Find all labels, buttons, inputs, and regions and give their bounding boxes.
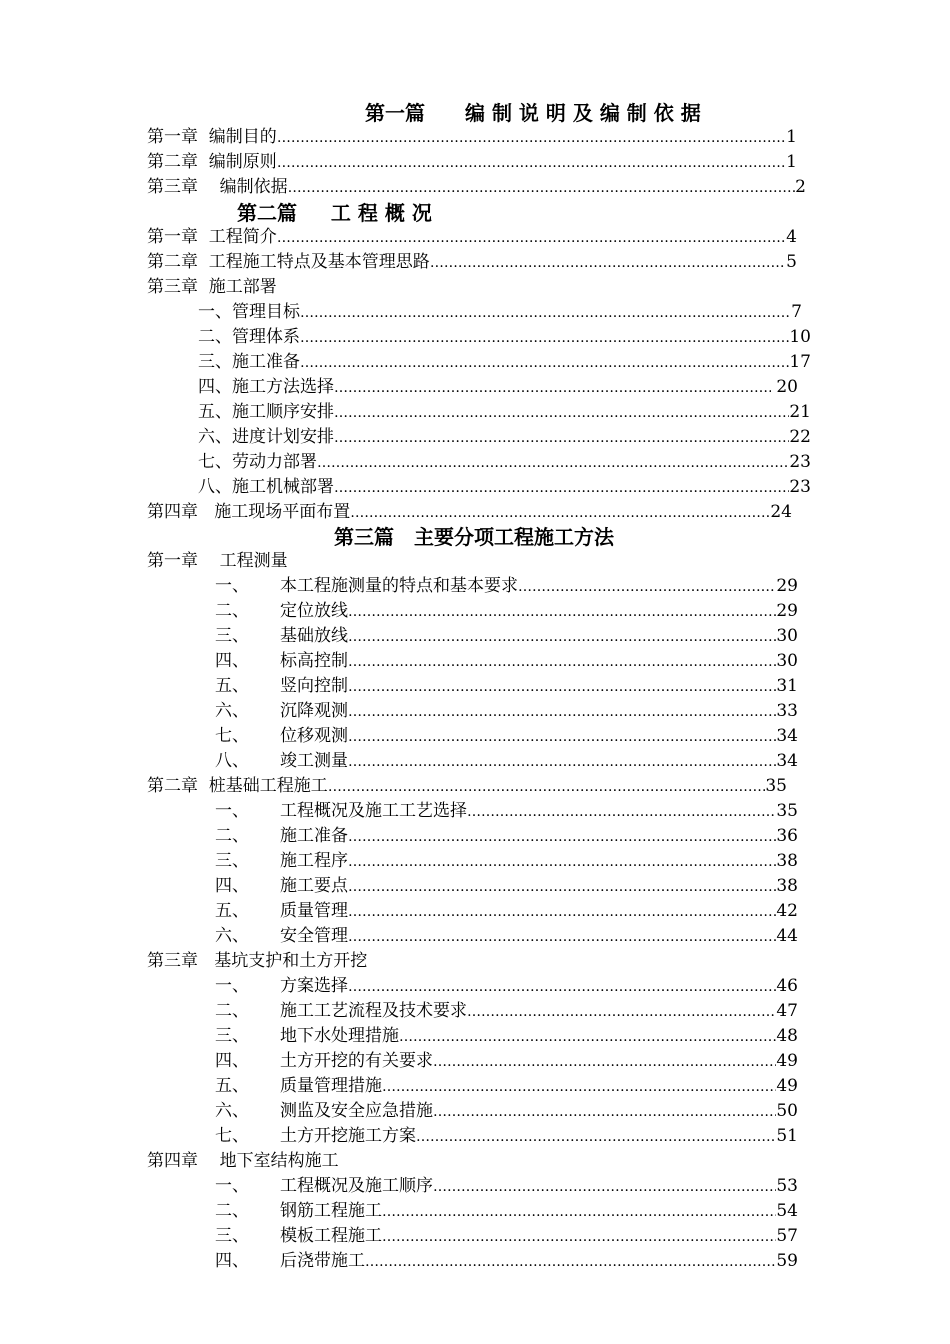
toc-label: 土方开挖施工方案 — [280, 1126, 416, 1146]
toc-number: 二、 — [215, 1001, 249, 1021]
dot-leader — [277, 126, 786, 151]
dot-leader — [430, 251, 786, 276]
toc-number: 一、 — [215, 1176, 249, 1196]
toc-entry[interactable] — [215, 624, 798, 649]
toc-label: 四、施工方法选择 — [198, 377, 334, 397]
toc-label: 质量管理措施 — [280, 1076, 382, 1096]
dot-leader — [348, 625, 776, 650]
toc-label: 第一章 编制目的 — [147, 127, 277, 147]
toc-page-number: 20 — [770, 377, 798, 397]
toc-page-number: 30 — [776, 626, 798, 646]
toc-label: 一、管理目标 — [198, 302, 300, 322]
toc-entry[interactable] — [198, 375, 798, 400]
toc-label: 测监及安全应急措施 — [280, 1101, 433, 1121]
toc-page-number: 48 — [776, 1026, 798, 1046]
toc-entry[interactable] — [215, 1249, 798, 1274]
dot-leader — [382, 1225, 776, 1250]
toc-page-number: 29 — [776, 576, 798, 596]
dot-leader — [348, 975, 776, 1000]
toc-label: 工程概况及施工工艺选择 — [280, 801, 467, 821]
toc-chapter-heading[interactable]: 第三章 施工部署 — [147, 277, 277, 297]
toc-entry[interactable] — [215, 674, 798, 699]
toc-entry[interactable] — [215, 1099, 798, 1124]
toc-page-number: 23 — [789, 477, 811, 497]
toc-label: 第二章 编制原则 — [147, 152, 277, 172]
toc-page-number: 49 — [776, 1076, 798, 1096]
dot-leader — [348, 825, 776, 850]
toc-number: 一、 — [215, 576, 249, 596]
toc-label: 方案选择 — [280, 976, 348, 996]
dot-leader — [334, 401, 789, 426]
toc-entry[interactable] — [215, 1199, 798, 1224]
toc-page-number: 1 — [786, 152, 797, 172]
toc-entry[interactable] — [198, 450, 811, 475]
dot-leader — [348, 875, 776, 900]
toc-label: 本工程施测量的特点和基本要求 — [280, 576, 518, 596]
toc-entry[interactable] — [215, 1074, 798, 1099]
toc-page-number: 50 — [776, 1101, 798, 1121]
toc-entry[interactable] — [198, 350, 811, 375]
toc-number: 七、 — [215, 726, 249, 746]
dot-leader — [348, 650, 776, 675]
dot-leader — [348, 700, 776, 725]
toc-label: 施工准备 — [280, 826, 348, 846]
dot-leader — [433, 1175, 776, 1200]
dot-leader — [334, 476, 789, 501]
toc-entry[interactable] — [215, 724, 798, 749]
toc-page-number: 49 — [776, 1051, 798, 1071]
toc-number: 三、 — [215, 1026, 249, 1046]
toc-label: 五、施工顺序安排 — [198, 402, 334, 422]
toc-label: 钢筋工程施工 — [280, 1201, 382, 1221]
dot-leader — [348, 675, 776, 700]
toc-entry[interactable] — [215, 899, 798, 924]
toc-number: 二、 — [215, 826, 249, 846]
toc-page-number: 47 — [776, 1001, 798, 1021]
dot-leader — [433, 1050, 776, 1075]
toc-entry[interactable] — [215, 1024, 798, 1049]
toc-page-number: 44 — [776, 926, 798, 946]
part2-title: 第二篇 工 程 概 况 — [237, 201, 432, 225]
toc-label: 六、进度计划安排 — [198, 427, 334, 447]
toc-label: 工程概况及施工顺序 — [280, 1176, 433, 1196]
toc-entry[interactable] — [147, 250, 797, 275]
toc-page-number: 4 — [786, 227, 797, 247]
toc-page-number: 30 — [776, 651, 798, 671]
toc-page-number: 59 — [776, 1251, 798, 1271]
toc-label: 第二章 工程施工特点及基本管理思路 — [147, 252, 430, 272]
toc-label: 后浇带施工 — [280, 1251, 365, 1271]
toc-number: 三、 — [215, 851, 249, 871]
toc-number: 五、 — [215, 676, 249, 696]
toc-page-number: 34 — [776, 726, 798, 746]
toc-page-number: 22 — [789, 427, 811, 447]
toc-entry[interactable] — [215, 599, 798, 624]
toc-page-number: 2 — [795, 177, 806, 197]
toc-page-number: 42 — [776, 901, 798, 921]
toc-chapter-heading[interactable]: 第三章 基坑支护和土方开挖 — [147, 951, 368, 971]
toc-chapter-heading[interactable]: 第一章 工程测量 — [147, 551, 288, 571]
dot-leader — [300, 351, 789, 376]
toc-entry[interactable] — [215, 749, 798, 774]
dot-leader — [300, 326, 789, 351]
toc-entry[interactable] — [215, 699, 798, 724]
toc-label: 沉降观测 — [280, 701, 348, 721]
toc-page-number: 36 — [776, 826, 798, 846]
toc-number: 三、 — [215, 626, 249, 646]
toc-label: 第三章 编制依据 — [147, 177, 288, 197]
toc-number: 四、 — [215, 1051, 249, 1071]
toc-page-number: 34 — [776, 751, 798, 771]
toc-label: 施工程序 — [280, 851, 348, 871]
dot-leader — [348, 750, 776, 775]
toc-label: 三、施工准备 — [198, 352, 300, 372]
toc-page-number: 10 — [789, 327, 811, 347]
toc-number: 八、 — [215, 751, 249, 771]
toc-label: 位移观测 — [280, 726, 348, 746]
toc-number: 一、 — [215, 801, 249, 821]
toc-page-number: 38 — [776, 851, 798, 871]
toc-page-number: 51 — [776, 1126, 798, 1146]
toc-label: 七、劳动力部署 — [198, 452, 317, 472]
toc-entry[interactable] — [215, 1224, 798, 1249]
dot-leader — [317, 451, 789, 476]
toc-page-number: 46 — [776, 976, 798, 996]
dot-leader — [399, 1025, 776, 1050]
toc-entry[interactable] — [147, 175, 806, 200]
toc-label: 第一章 工程简介 — [147, 227, 277, 247]
toc-label: 模板工程施工 — [280, 1226, 382, 1246]
toc-entry[interactable] — [198, 475, 811, 500]
toc-number: 六、 — [215, 926, 249, 946]
toc-number: 三、 — [215, 1226, 249, 1246]
dot-leader — [348, 725, 776, 750]
toc-page-number: 53 — [776, 1176, 798, 1196]
part3-title: 第三篇 主要分项工程施工方法 — [334, 525, 614, 549]
toc-number: 六、 — [215, 1101, 249, 1121]
toc-label: 施工要点 — [280, 876, 348, 896]
toc-label: 施工工艺流程及技术要求 — [280, 1001, 467, 1021]
dot-leader — [328, 775, 766, 800]
dot-leader — [518, 575, 776, 600]
toc-entry[interactable] — [215, 824, 798, 849]
toc-entry[interactable] — [215, 924, 798, 949]
toc-entry[interactable] — [215, 1049, 798, 1074]
toc-page-number: 35 — [776, 801, 798, 821]
toc-number: 四、 — [215, 876, 249, 896]
dot-leader — [382, 1075, 776, 1100]
toc-page-number: 7 — [791, 302, 802, 322]
toc-number: 六、 — [215, 701, 249, 721]
toc-entry[interactable] — [198, 300, 802, 325]
dot-leader — [467, 800, 776, 825]
toc-label: 竣工测量 — [280, 751, 348, 771]
dot-leader — [334, 376, 771, 401]
toc-entry[interactable] — [147, 774, 787, 799]
toc-label: 地下水处理措施 — [280, 1026, 399, 1046]
toc-entry[interactable] — [215, 849, 798, 874]
toc-entry[interactable] — [215, 649, 798, 674]
toc-number: 五、 — [215, 1076, 249, 1096]
toc-label: 第四章 施工现场平面布置 — [147, 502, 351, 522]
dot-leader — [467, 1000, 776, 1025]
toc-label: 安全管理 — [280, 926, 348, 946]
toc-entry[interactable] — [198, 400, 811, 425]
toc-page-number: 38 — [776, 876, 798, 896]
dot-leader — [300, 301, 791, 326]
toc-page-number: 1 — [786, 127, 797, 147]
dot-leader — [277, 226, 786, 251]
toc-page-number: 57 — [776, 1226, 798, 1246]
toc-entry[interactable] — [215, 1174, 798, 1199]
toc-entry[interactable] — [215, 1124, 798, 1149]
toc-number: 一、 — [215, 976, 249, 996]
dot-leader — [348, 925, 776, 950]
toc-entry[interactable] — [215, 874, 798, 899]
dot-leader — [365, 1250, 776, 1275]
toc-label: 第二章 桩基础工程施工 — [147, 776, 328, 796]
toc-page-number: 29 — [776, 601, 798, 621]
toc-label: 质量管理 — [280, 901, 348, 921]
dot-leader — [348, 900, 776, 925]
toc-page-number: 24 — [770, 502, 792, 522]
toc-number: 二、 — [215, 601, 249, 621]
toc-entry[interactable] — [215, 974, 798, 999]
toc-entry[interactable] — [215, 999, 798, 1024]
toc-entry[interactable] — [147, 125, 797, 150]
dot-leader — [277, 151, 786, 176]
toc-label: 基础放线 — [280, 626, 348, 646]
toc-number: 五、 — [215, 901, 249, 921]
toc-number: 七、 — [215, 1126, 249, 1146]
toc-page-number: 33 — [776, 701, 798, 721]
dot-leader — [348, 600, 776, 625]
toc-entry[interactable] — [215, 574, 798, 599]
toc-page-number: 54 — [776, 1201, 798, 1221]
toc-label: 竖向控制 — [280, 676, 348, 696]
toc-number: 四、 — [215, 651, 249, 671]
toc-chapter-heading[interactable]: 第四章 地下室结构施工 — [147, 1151, 339, 1171]
dot-leader — [416, 1125, 776, 1150]
dot-leader — [348, 850, 776, 875]
toc-entry[interactable] — [147, 225, 797, 250]
toc-label: 标高控制 — [280, 651, 348, 671]
toc-page-number: 5 — [786, 252, 797, 272]
toc-page-number: 35 — [765, 776, 787, 796]
toc-label: 定位放线 — [280, 601, 348, 621]
toc-page-number: 21 — [789, 402, 811, 422]
toc-number: 二、 — [215, 1201, 249, 1221]
toc-label: 二、管理体系 — [198, 327, 300, 347]
toc-number: 四、 — [215, 1251, 249, 1271]
toc-entry[interactable] — [147, 150, 797, 175]
toc-page-number: 17 — [789, 352, 811, 372]
toc-page-number: 23 — [789, 452, 811, 472]
toc-label: 土方开挖的有关要求 — [280, 1051, 433, 1071]
toc-label: 八、施工机械部署 — [198, 477, 334, 497]
dot-leader — [433, 1100, 776, 1125]
toc-entry[interactable] — [215, 799, 798, 824]
part1-title: 第一篇 编 制 说 明 及 编 制 依 据 — [365, 101, 701, 125]
toc-entry[interactable] — [198, 325, 811, 350]
dot-leader — [382, 1200, 776, 1225]
toc-page-number: 31 — [776, 676, 798, 696]
dot-leader — [334, 426, 789, 451]
toc-entry[interactable] — [198, 425, 811, 450]
